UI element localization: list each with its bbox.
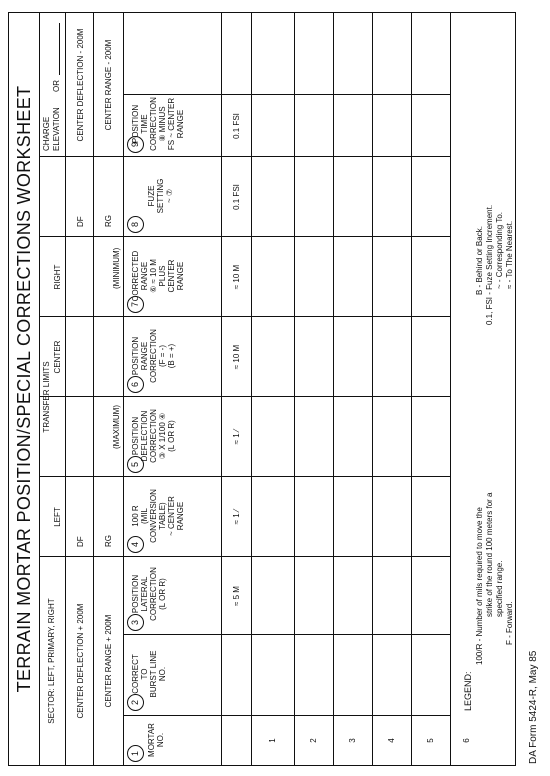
rule [93,13,94,765]
or-label: OR [52,80,61,92]
example-c7: ≈ 10 M [232,264,241,290]
rule [39,156,450,157]
legend-line: strike of the round 100 meters for a [485,492,494,617]
rg-right-label: RG [104,215,113,227]
column-number: 6 [127,376,144,393]
column-header-mortar-no: MORTAR NO. [147,723,165,757]
row-number: 1 [268,738,277,743]
row-number: 3 [348,738,357,743]
example-c3: ≈ 5 M [232,586,241,606]
center-range-plus: CENTER RANGE + 200M [104,614,113,708]
example-c4: ≈ 1 ⁄ [232,509,241,525]
legend-line: specified range. [495,560,504,617]
rule [251,13,252,765]
charge-label: CHARGE [42,116,51,151]
transfer-limits-label: TRANSFER LIMITS [42,361,51,433]
example-c6: ≈ 10 M [232,344,241,370]
left-label: LEFT [53,507,62,527]
column-number: 5 [127,456,144,473]
rule [123,634,450,635]
rule [333,13,334,765]
right-label: RIGHT [53,264,62,290]
column-header-corrected-range: CORRECTED RANGE ⑥ ≈ 10 M PLUS CENTER RANGE [131,250,185,302]
column-header-lateral-correction: POSITION LATERAL CORRECTION (L OR R) [131,567,167,621]
column-number: 2 [127,694,144,711]
legend-line: F - Forward. [505,601,514,645]
column-number: 1 [127,745,144,762]
legend-heading: LEGEND: [463,671,473,711]
column-header-burst-line: CORRECT TO BURST LINE NO. [131,650,167,698]
legend-line: B - Behind or Back. [475,226,484,295]
legend-line: 100/R - Number of mils required to move the [475,507,484,665]
worksheet-frame [8,12,516,766]
row-number: 4 [387,738,396,743]
center-deflection-minus: CENTER DEFLECTION - 200M [76,28,85,142]
rule [450,13,451,765]
rg-left-label: RG [104,535,113,547]
column-header-time-correction: POSITION TIME CORRECTION ⑧ MINUS FS ~ CENTER RANGE [131,97,185,151]
sector-label: SECTOR: LEFT, PRIMARY, RIGHT [47,598,56,724]
example-c8: 0.1 FSI [232,184,241,210]
maximum-label: (MAXIMUM) [112,405,121,449]
legend-line: ~ - Corresponding To. [495,211,504,289]
column-number: 3 [127,614,144,631]
rule [221,13,222,765]
charge-blank-line [59,23,60,75]
worksheet-title: TERRAIN MORTAR POSITION/SPECIAL CORRECTIONS WORKSHEET [9,13,40,765]
column-number: 8 [127,216,144,233]
rule [39,556,450,557]
rule [411,13,412,765]
column-header-mil-conversion: 100 R (MIL CONVERSION TABLE) ~ CENTER RANGE [131,489,185,543]
rule [123,13,124,765]
column-header-fuze-setting: FUZE SETTING ~ ⑦ [147,178,174,214]
minimum-label: (MINIMUM) [112,247,121,289]
rule [39,396,450,397]
center-label: CENTER [53,340,62,374]
rule [39,236,450,237]
rule [294,13,295,765]
rule [39,476,450,477]
rule [372,13,373,765]
row-number: 5 [426,738,435,743]
form-number: DA Form 5424-R, May 85 [528,650,539,764]
legend-line: 0.1, FSI - Fuze Setting Increment. [485,204,494,325]
column-number: 7 [127,296,144,313]
example-c5: ≈ 1 ⁄ [232,429,241,445]
center-range-minus: CENTER RANGE - 200M [104,39,113,131]
df-left-label: DF [76,536,85,547]
row-number: 2 [309,738,318,743]
column-number: 9 [127,136,144,153]
rule [65,13,66,765]
df-right-label: DF [76,216,85,227]
elevation-label: ELEVATION [52,107,61,151]
rule [39,316,450,317]
legend-line: ≈ - To The Nearest. [505,220,514,289]
center-deflection-plus: CENTER DEFLECTION + 200M [76,603,85,719]
column-header-range-correction: POSITION RANGE CORRECTION (F = -) (B = +) [131,329,176,383]
column-header-deflection-correction: POSITION DEFLECTION CORRECTION ③ X 1/100 ④ (L OR R) [131,409,176,463]
row-number: 6 [462,738,471,743]
rule [123,715,450,716]
example-c9: 0.1 FSI [232,113,241,139]
column-number: 4 [127,536,144,553]
